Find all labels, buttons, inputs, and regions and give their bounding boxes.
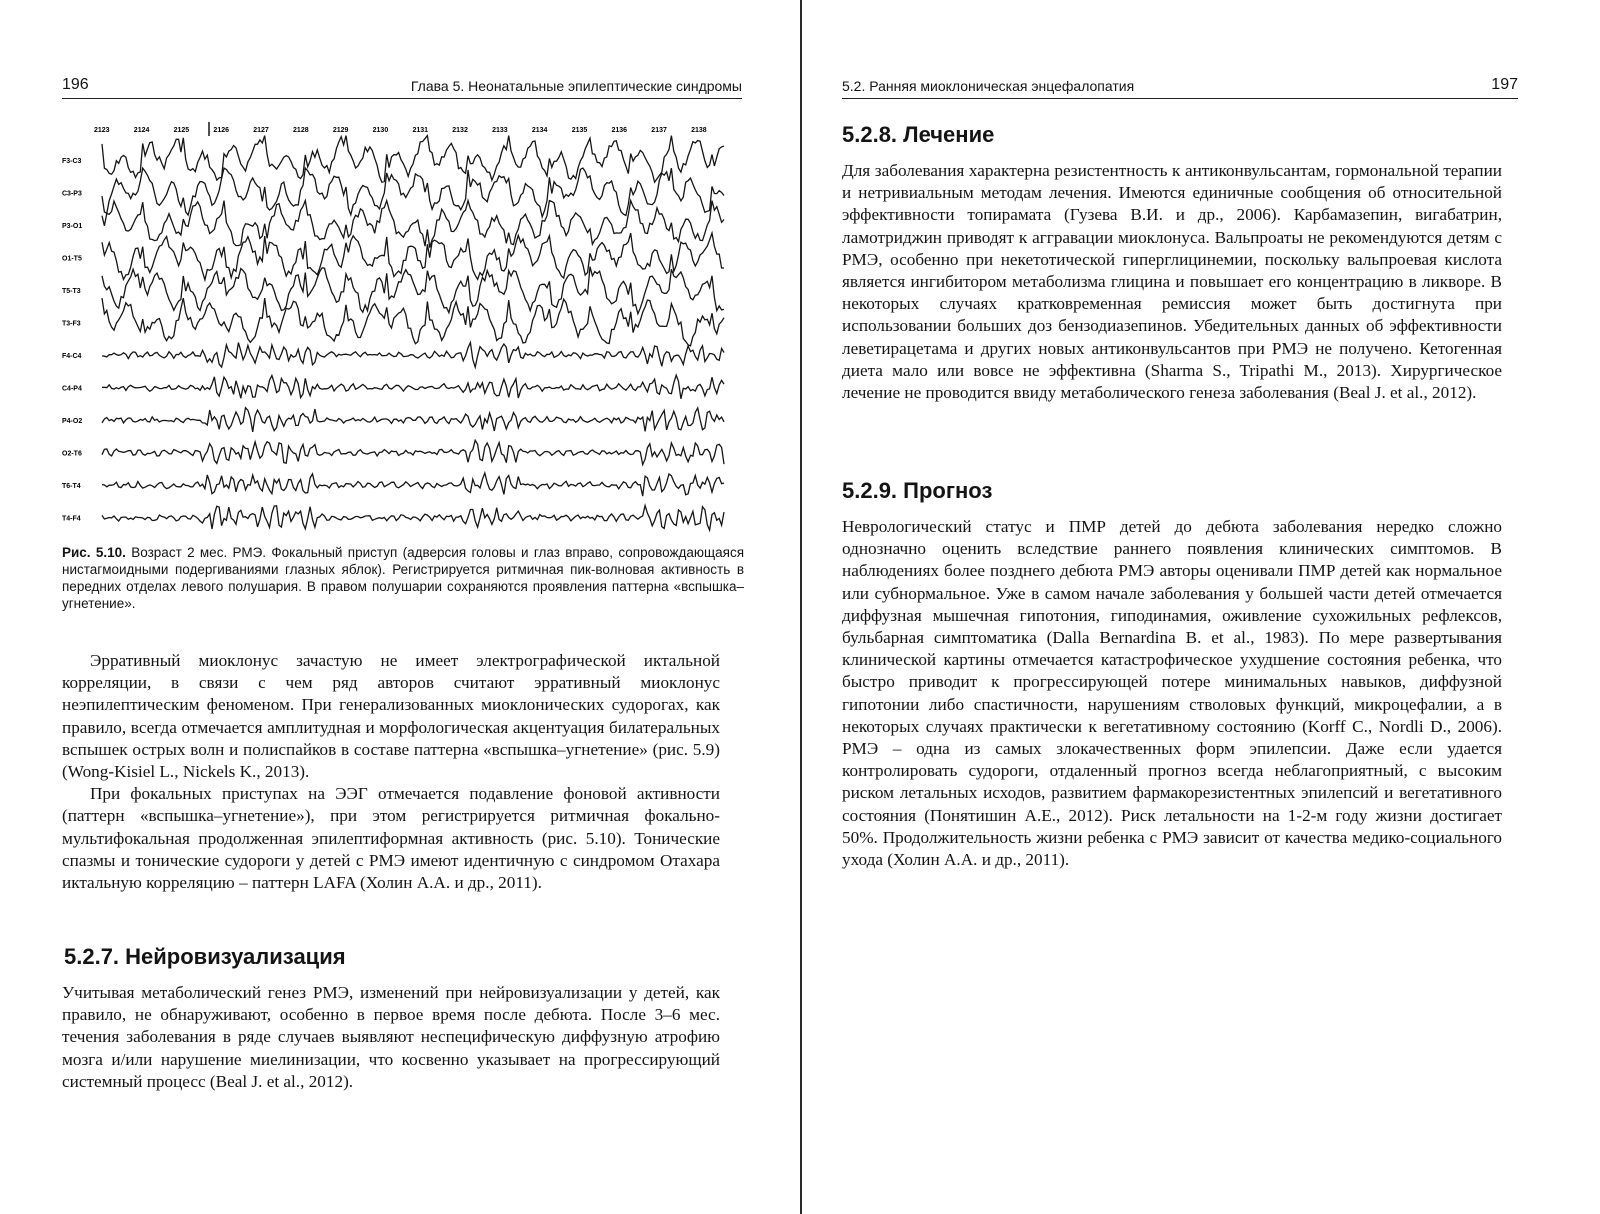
time-mark-label: 2135 [571,127,588,134]
channel-label: T3-F3 [62,320,81,328]
page-number: 197 [1491,76,1518,93]
section-text [842,516,1502,871]
eeg-trace [102,136,724,183]
caption-text: Возраст 2 мес. РМЭ. Фокальный приступ (адверсия головы и глаз вправо, сопровождающаяся нистагмоидными подергиваниями глазных яблок). Регистрируется ритмичная пик-волновая активность в передних отделах левого полушария. В правом полушарии сохраняются проявления паттерна «вспышка–угнетение». [62,545,744,611]
figure-caption [62,544,744,612]
eeg-trace [102,168,724,217]
time-mark-label: 2125 [173,127,190,134]
paragraph: При фокальных приступах на ЭЭГ отмечается подавление фоновой активности (паттерн «вспышка–угнетение»), при этом регистрируется ритмичная фокально-мультифокальная продолженная эпилептиформная активность (рис. 5.10). Тонические спазмы и тонические судороги у детей с РМЭ имеют идентичную с синдромом Отахара иктальную корреляцию – паттерн LAFA (Холин А.А. и др., 2011). [62,784,720,893]
time-mark-label: 2123 [94,127,110,134]
time-mark-label: 2136 [611,127,628,134]
eeg-trace [102,473,724,496]
channel-label: P3-O1 [62,223,83,230]
time-mark-label: 2134 [531,127,548,134]
time-mark-label: 2124 [133,127,150,134]
channel-label: O2-T6 [62,450,82,458]
section-text [842,160,1502,404]
body-paragraphs [62,650,720,894]
section-heading: 5.2.7. Нейровизуализация [64,944,346,969]
time-mark-label: 2126 [213,127,230,134]
eeg-trace [102,506,724,531]
paragraph: Эрративный миоклонус зачастую не имеет электрографической иктальной корреляции, в связи с чем ряд авторов считают эрративный миоклонус неэпилептическим феноменом. При генерализованных миоклонических судорогах, как правило, всегда отмечается амплитудная и морфологическая акцентуация билатеральных вспышек острых волн и полиспайков в составе паттерна «вспышка–угнетение» (рис. 5.9) (Wong-Kisiel L., Nickels K., 2013). [62,651,720,782]
eeg-trace [102,201,724,248]
time-mark-label: 2131 [412,127,429,134]
running-title: Глава 5. Неонатальные эпилептические синдромы [410,78,742,94]
eeg-trace [102,298,724,346]
channel-label: T5-T3 [62,288,81,295]
section-heading: 5.2.9. Прогноз [842,478,993,503]
time-mark-label: 2137 [651,127,667,134]
eeg-trace [102,343,724,368]
page-number: 196 [62,76,89,93]
time-mark-label: 2129 [332,127,349,134]
paragraph: Для заболевания характерна резистентность к антиконвульсантам, гормональной терапии и нетривиальным методам лечения. Имеются единичные сообщения об относительной эффективности топирамата (Гузева В.И. и др., 2006). Карбамазепин, вигабатрин, ламотриджин приводят к аггравации миоклонуса. Вальпроаты не рекомендуются детям с РМЭ, особенно при некетотической гиперглицинемии, поскольку вальпроевая кислота является ингибитором метаболизма глицина и повышает его концентрацию в ликворе. В некоторых случаях кратковременная ремиссия может быть достигнута при использовании больших доз бензодиазепинов. Убедительных данных об эффективности леветирацетама и других новых антиконвульсантов при РМЭ не получено. Кетогенная диета мало или вовсе не эффективна (Sharma S., Tripathi M., 2013). Хирургическое лечение не проводится ввиду метаболического генеза заболевания (Beal J. et al., 2012). [842,161,1502,403]
eeg-trace [102,408,724,432]
time-mark-label: 2133 [492,127,508,134]
paragraph: Неврологический статус и ПМР детей до дебюта заболевания нередко сложно однозначно оценить вследствие раннего появления клинических симптомов. В наблюдениях более позднего дебюта РМЭ авторы оценивали ПМР детей как нормальное или субнормальное. Уже в самом начале заболевания у большей части детей отмечается диффузная мышечная гипотония, гиподинамия, оживление сухожильных рефлексов, бульбарная симптоматика (Dalla Bernardina B. et al., 1983). По мере развертывания клинической картины отмечается катастрофическое ухудшение состояния ребенка, что быстро приводит к прогрессирующей потере минимальных навыков, диффузной гипотонии либо спастичности, нарушениям стволовых функций, микроцефалии, а в некоторых случаях практически к вегетативному состоянию (Korff C., Nordli D., 2006). РМЭ – одна из самых злокачественных форм эпилепсии. Даже если удается контролировать судороги, отдаленный прогноз всегда неблагоприятный, с высоким риском летальных исходов, развитием фармакорезистентных эпилепсий и вегетативного состояния (Понятишин А.Е., 2012). Риск летальности на 1-2-м году жизни достигает 50%. Продолжительность жизни ребенка с РМЭ зависит от качества медико-социального ухода (Холин А.А. и др., 2011). [842,517,1502,870]
channel-label: P4-O2 [62,418,83,425]
eeg-trace [102,267,724,314]
time-mark-label: 2132 [452,127,468,134]
time-mark-label: 2138 [691,127,707,134]
paragraph: Учитывая метаболический генез РМЭ, изменений при нейровизуализации у детей, как правило, не обнаруживают, особенно в первое время после дебюта. После 3–6 мес. течения заболевания в ряде случаев выявляют неспецифическую диффузную атрофию мозга и/или нарушение миелинизации, что косвенно указывает на прогрессирующий системный процесс (Beal J. et al., 2012). [62,983,720,1091]
channel-label: O1-T5 [62,255,82,263]
running-header [62,76,742,99]
eeg-trace [102,440,724,464]
section-text [62,982,720,1093]
channel-label: C3-P3 [62,190,82,198]
eeg-trace [102,375,724,399]
eeg-figure [62,120,744,538]
caption-label: Рис. 5.10. [62,545,126,560]
running-title: 5.2. Ранняя миоклоническая энцефалопатия [842,78,1135,94]
right-page [800,0,1600,1214]
channel-label: T4-F4 [62,515,81,523]
channel-label: C4-P4 [62,385,82,393]
running-header [842,76,1518,99]
time-mark-label: 2130 [372,127,389,134]
section-heading: 5.2.8. Лечение [842,122,995,147]
channel-label: T6-T4 [62,483,81,490]
channel-label: F4-C4 [62,353,82,360]
time-mark-label: 2127 [253,127,269,134]
eeg-trace [102,233,724,280]
time-mark-label: 2128 [293,127,309,134]
channel-label: F3-C3 [62,158,82,165]
